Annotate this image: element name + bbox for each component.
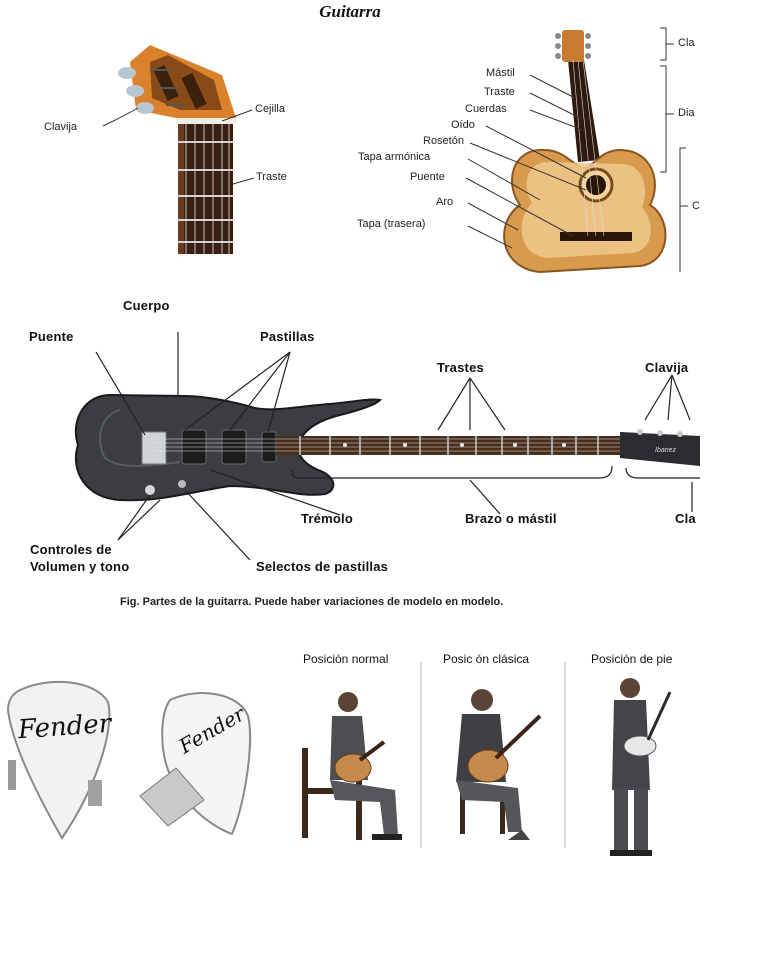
label-controles-2: Volumen y tono bbox=[30, 559, 130, 574]
position-label-normal: Posición normal bbox=[303, 652, 389, 666]
label-cla-electric: Cla bbox=[675, 511, 696, 526]
headstock-brand-text: Ibanez bbox=[655, 447, 677, 454]
label-brazo: Brazo o mástil bbox=[465, 511, 557, 526]
figure-normal bbox=[302, 692, 402, 840]
label-side-bottom: C bbox=[692, 200, 700, 212]
page-title: Guitarra bbox=[319, 2, 381, 21]
label-tapa-armonica: Tapa armónica bbox=[358, 151, 431, 163]
label-cuerpo: Cuerpo bbox=[123, 298, 170, 313]
figure-clasica bbox=[456, 689, 540, 840]
label-tremolo: Trémolo bbox=[301, 511, 353, 526]
label-trastes: Trastes bbox=[437, 360, 484, 375]
label-roseton: Rosetón bbox=[423, 135, 464, 147]
position-label-clasica: Posic ón clásica bbox=[443, 652, 530, 666]
label-controles-1: Controles de bbox=[30, 542, 112, 557]
pick-brand-2: Fender bbox=[174, 701, 249, 759]
label-clavijas: Clavija bbox=[645, 360, 689, 375]
position-label-pie: Posición de pie bbox=[591, 652, 673, 666]
figure-caption: Fig. Partes de la guitarra. Puede haber variaciones de modelo en modelo. bbox=[120, 596, 504, 608]
label-side-mid: Dia bbox=[678, 107, 695, 119]
label-puente-electric: Puente bbox=[29, 329, 74, 344]
label-pastillas: Pastillas bbox=[260, 329, 315, 344]
label-traste: Traste bbox=[256, 171, 287, 183]
label-traste-classical: Traste bbox=[484, 86, 515, 98]
label-cejilla: Cejilla bbox=[255, 103, 285, 115]
label-side-top: Cla bbox=[678, 37, 695, 49]
pick-brand-1: Fender bbox=[17, 708, 113, 746]
label-clavija: Clavija bbox=[44, 121, 78, 133]
label-aro: Aro bbox=[436, 196, 454, 208]
label-tapa-trasera: Tapa (trasera) bbox=[357, 218, 426, 230]
label-cuerdas: Cuerdas bbox=[465, 103, 507, 115]
label-mastil: Mástil bbox=[486, 67, 515, 79]
figure-pie bbox=[610, 678, 670, 856]
label-puente-classical: Puente bbox=[410, 171, 445, 183]
label-selectos: Selectos de pastillas bbox=[256, 559, 389, 574]
label-oido: Oído bbox=[451, 119, 475, 131]
